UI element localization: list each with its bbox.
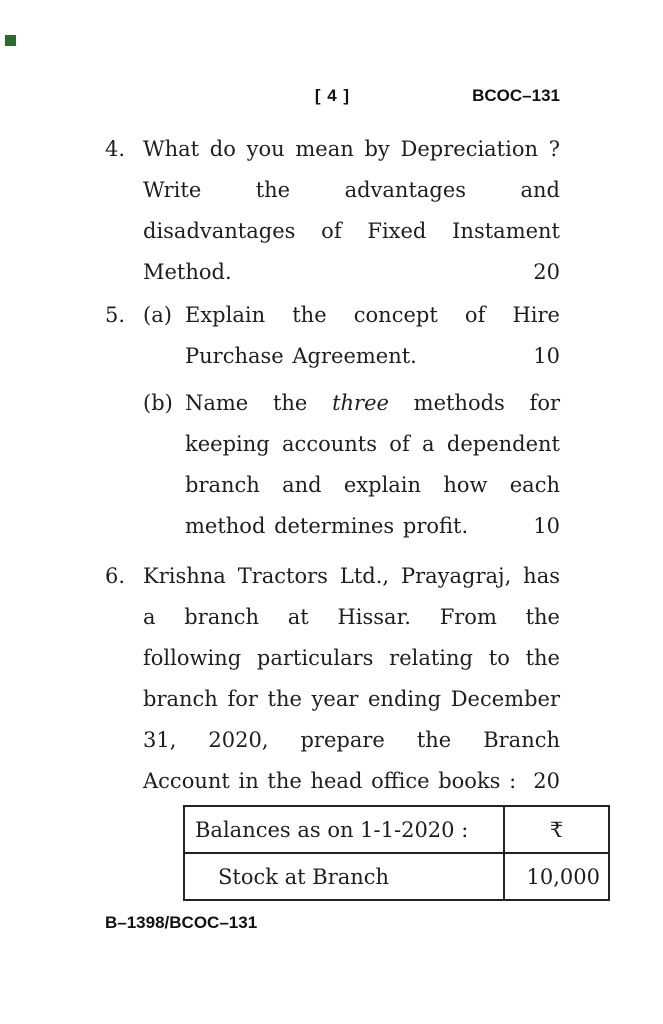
question-6-text: [143, 556, 560, 802]
question-4-body: [143, 129, 560, 293]
question-6-text-run: Krishna Tractors Ltd., Prayagraj, has a branch at Hissar. From the following particulars relating to the branch for the year ending December 31, 2020, prepare the Branch Account in the head office books :: [143, 564, 560, 793]
balances-table: [183, 805, 610, 901]
table-cell-balances-label: Balances as on 1-1-2020 :: [184, 806, 504, 853]
table-row: [184, 806, 609, 853]
question-5b-marks: 10: [533, 514, 560, 538]
page-number: [ 4 ]: [314, 86, 351, 105]
question-4-marks: 20: [533, 260, 560, 284]
question-5a-text-run: Explain the concept of Hire Purchase Agreement.: [185, 303, 560, 368]
question-4-text: [143, 129, 560, 293]
question-4: [105, 129, 560, 293]
question-5a-marks: 10: [533, 344, 560, 368]
course-code: BCOC–131: [472, 86, 560, 105]
paper-code-footer: B–1398/BCOC–131: [105, 913, 258, 932]
question-5-number: 5.: [105, 303, 126, 327]
question-5b-body: [185, 383, 560, 547]
question-5a-label: (a): [143, 303, 172, 327]
question-6: [105, 556, 600, 901]
question-5: [105, 295, 560, 547]
question-5a-body: [185, 295, 560, 377]
question-5b-text: [185, 383, 560, 547]
table-cell-stock-label: Stock at Branch: [184, 853, 504, 900]
question-6-body: [143, 556, 600, 901]
table-row: [184, 853, 609, 900]
question-5b-text-italic: three: [332, 391, 389, 415]
table-cell-currency-symbol: ₹: [504, 806, 609, 853]
balances-table-wrap: [183, 805, 600, 901]
question-4-text-run: What do you mean by Depreciation ? Write the advantages and disadvantages of Fixed Instament Method.: [143, 137, 560, 284]
question-5b-label: (b): [143, 391, 173, 415]
question-5b-text-post: methods for keeping accounts of a dependent branch and explain how each method determines profit.: [185, 391, 560, 538]
question-5a-text: [185, 295, 560, 377]
question-4-number: 4.: [105, 137, 126, 161]
table-cell-stock-amount: 10,000: [504, 853, 609, 900]
page-content: [105, 86, 600, 901]
question-6-number: 6.: [105, 564, 126, 588]
page-header: [105, 86, 560, 107]
question-5-body: [143, 295, 560, 547]
question-5b: [143, 383, 560, 547]
question-6-marks: 20: [533, 769, 560, 793]
question-5b-text-pre: Name the: [185, 391, 333, 415]
question-5a: [143, 295, 560, 377]
corner-mark: [5, 35, 16, 46]
